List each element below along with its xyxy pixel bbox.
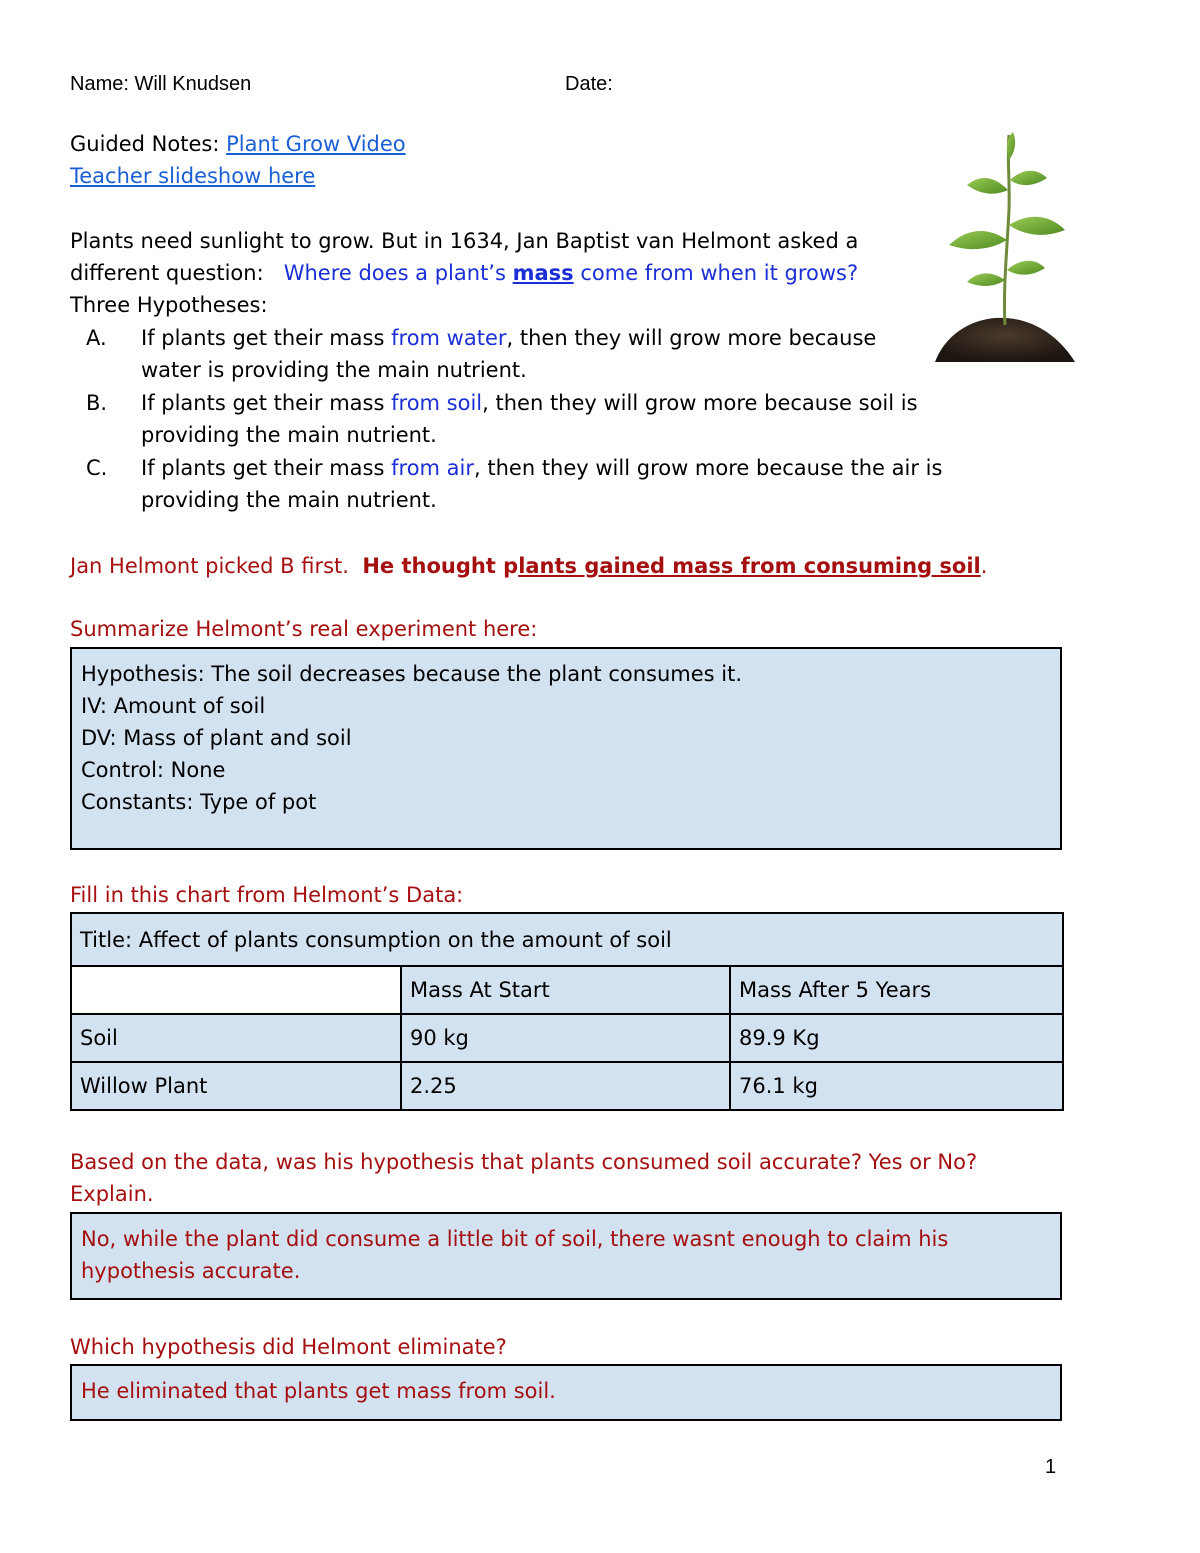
plant-grow-video-link[interactable]: Plant Grow Video [226,132,406,156]
col-header-mass-after[interactable]: Mass After 5 Years [730,966,1063,1014]
question1-answer-line2: hypothesis accurate. [81,1259,301,1283]
main-question: Where does a plant’s mass come from when it grows? [283,261,859,285]
hypothesis-c: C. If plants get their mass from air, then they will grow more because the air is providing the main nutrient. [86,456,943,512]
mass-keyword: mass [512,261,574,285]
table-title[interactable]: Title: Affect of plants consumption on the amount of soil [71,913,1063,966]
date-label: Date: [565,73,613,95]
hypothesis-a: A. If plants get their mass from water, then they will grow more because water is providing the main nutrient. [86,326,877,382]
helmont-choice-line: Jan Helmont picked B first. He thought plants gained mass from consuming soil. [70,554,988,578]
question1-prompt-line2: Explain. [70,1182,154,1206]
intro-para-line1: Plants need sunlight to grow. But in 1634, Jan Baptist van Helmont asked a [70,229,859,253]
soil-mass-after[interactable]: 89.9 Kg [730,1014,1063,1062]
question2-prompt: Which hypothesis did Helmont eliminate? [70,1335,507,1359]
helmont-data-table [70,912,1064,1111]
page-number: 1 [1045,1456,1057,1478]
summary-dv: DV: Mass of plant and soil [81,726,352,750]
summary-iv: IV: Amount of soil [81,694,266,718]
chart-prompt: Fill in this chart from Helmont’s Data: [70,883,464,907]
hypotheses-title: Three Hypotheses: [70,293,268,317]
guided-notes-label: Guided Notes: [70,132,220,156]
col-header-mass-start[interactable]: Mass At Start [401,966,730,1014]
table-header-blank [71,966,401,1014]
soil-mass-start[interactable]: 90 kg [401,1014,730,1062]
question1-prompt-line1: Based on the data, was his hypothesis that plants consumed soil accurate? Yes or No? [70,1150,978,1174]
table-row [71,1062,1063,1110]
table-row [71,1014,1063,1062]
question2-answer-box[interactable] [70,1364,1062,1421]
name-label: Name: [70,73,129,95]
question1-answer-box[interactable] [70,1212,1062,1300]
question2-answer: He eliminated that plants get mass from soil. [81,1379,556,1403]
intro-para-line2: different question: Where does a plant’s mass come from when it grows? [70,261,859,285]
willow-mass-after[interactable]: 76.1 kg [730,1062,1063,1110]
teacher-slideshow-link[interactable]: Teacher slideshow here [70,164,316,188]
guided-notes-line [70,128,406,160]
summary-answer-box[interactable] [70,647,1062,850]
name-field [70,73,251,96]
willow-mass-start[interactable]: 2.25 [401,1062,730,1110]
table-header-row [71,966,1063,1014]
hypothesis-b: B. If plants get their mass from soil, then they will grow more because soil is providing the main nutrient. [86,391,918,447]
name-value: Will Knudsen [134,73,252,95]
table-title-row [71,913,1063,966]
summary-hypothesis: Hypothesis: The soil decreases because the plant consumes it. [81,662,743,686]
row-label-willow[interactable]: Willow Plant [71,1062,401,1110]
summary-constants: Constants: Type of pot [81,790,317,814]
question1-answer-line1: No, while the plant did consume a little bit of soil, there wasnt enough to claim his [81,1227,949,1251]
summary-prompt: Summarize Helmont’s real experiment here: [70,617,538,641]
summary-control: Control: None [81,758,226,782]
row-label-soil[interactable]: Soil [71,1014,401,1062]
